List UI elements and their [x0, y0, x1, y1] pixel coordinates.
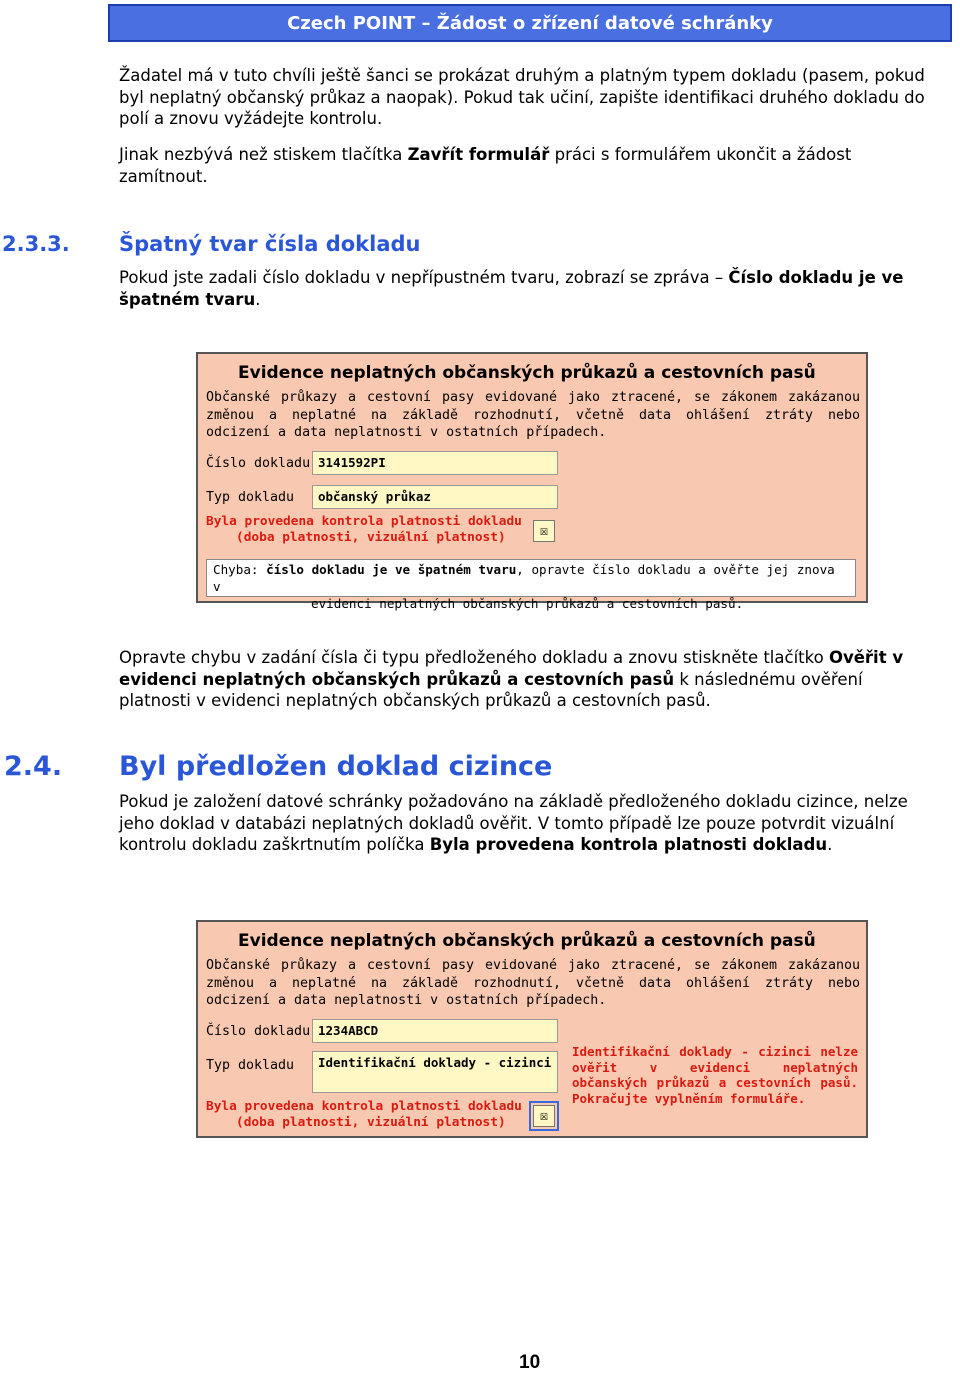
paragraph-end: k následnému ověření platnosti v evidenci neplatných občanských průkazů a cestovních pasů. — [119, 669, 863, 710]
section-number: 2.4. — [4, 751, 63, 782]
validity-check-line-1: Byla provedena kontrola platnosti dokladu — [206, 1099, 522, 1114]
doc-type-input[interactable]: Identifikační doklady - cizinci — [312, 1051, 558, 1093]
validity-check-line-2: (doba platnosti, vizuální platnost) — [236, 1115, 506, 1130]
paragraph-end: . — [827, 835, 833, 854]
intro-paragraph-2 — [119, 144, 939, 187]
doc-number-input[interactable]: 1234ABCD — [312, 1019, 558, 1043]
page-number: 10 — [519, 1352, 541, 1373]
validity-check-label — [206, 1099, 522, 1131]
close-form-label: Zavřít formulář — [407, 145, 550, 164]
checkbox-mark-icon: ☒ — [539, 523, 549, 539]
error-line-2: evidenci neplatných občanských průkazů a cestovních pasů. — [311, 596, 744, 611]
checkbox-name: Byla provedena kontrola platnosti dokladu — [429, 835, 828, 854]
invalid-docs-form-screenshot-2 — [196, 920, 868, 1138]
document-header — [108, 4, 952, 42]
paragraph-text: Pokud jste zadali číslo dokladu v nepřípustném tvaru, zobrazí se zpráva – — [119, 268, 729, 287]
section-2-3-3-paragraph — [119, 267, 939, 310]
error-prefix: Chyba: — [213, 562, 267, 577]
doc-number-label: Číslo dokladu — [206, 456, 311, 471]
doc-type-input[interactable]: občanský průkaz — [312, 485, 558, 509]
form-title: Evidence neplatných občanských průkazů a cestovních pasů — [238, 931, 816, 951]
after-form-paragraph — [119, 647, 939, 712]
validity-check-line-2: (doba platnosti, vizuální platnost) — [236, 530, 506, 545]
validity-checkbox[interactable] — [533, 1105, 555, 1127]
form-description: Občanské průkazy a cestovní pasy evidované jako ztracené, se zákonem zakázanou změnou a neplatné na základě rozhodnutí, včetně data ohlášení ztráty nebo odcizení a data neplatnosti v ostatních případech. — [206, 390, 860, 440]
verify-button-name: Ověřit v evidenci neplatných občanských průkazů a cestovních pasů — [119, 648, 904, 689]
intro-text-2b: práci s formulářem ukončit a žádost zamítnout. — [119, 145, 852, 186]
paragraph-text: Pokud je založení datové schránky požadováno na základě předloženého dokladu cizince, nelze jeho doklad v databázi neplatných dokladů ověřit. V tomto případě lze pouze potvrdit vizuální kontrolu dokladu zaškrtnutím políčka — [119, 792, 908, 854]
doc-number-label: Číslo dokladu — [206, 1024, 311, 1039]
form-title: Evidence neplatných občanských průkazů a cestovních pasů — [238, 363, 816, 383]
validity-checkbox[interactable] — [533, 520, 555, 542]
error-bold-text: číslo dokladu je ve špatném tvaru — [266, 562, 517, 577]
invalid-docs-form-screenshot-1 — [196, 352, 868, 611]
checkbox-mark-icon: ☒ — [539, 1108, 549, 1124]
paragraph-end: . — [255, 289, 261, 309]
intro-text-2a: Jinak nezbývá než stiskem tlačítka — [119, 145, 408, 164]
validity-check-line-1: Byla provedena kontrola platnosti dokladu — [206, 514, 522, 529]
intro-text-1: Žadatel má v tuto chvíli ještě šanci se prokázat druhým a platným typem dokladu (pasem, pokud byl neplatný občanský průkaz a naopak). Pokud tak učiní, zapište identifikaci druhého dokladu do polí a znovu vyžádejte kontrolu. — [119, 66, 925, 128]
section-2-4-paragraph — [119, 791, 939, 856]
doc-type-label: Typ dokladu — [206, 1058, 295, 1073]
foreign-doc-info-message: Identifikační doklady - cizinci nelze ověřit v evidenci neplatných občanských průkazů a cestovních pasů. Pokračujte vyplněním formuláře. — [572, 1044, 858, 1106]
validity-check-label — [206, 514, 522, 546]
error-rest-text: , opravte číslo dokladu a ověřte jej znova v — [213, 562, 835, 594]
error-message-box — [206, 559, 856, 611]
section-title: Špatný tvar čísla dokladu — [119, 232, 421, 256]
error-message-name: Číslo dokladu je ve špatném tvaru — [119, 268, 904, 309]
doc-number-input[interactable]: 3141592PI — [312, 451, 558, 475]
doc-type-label: Typ dokladu — [206, 490, 295, 505]
header-title: Czech POINT – Žádost o zřízení datové schránky — [287, 12, 773, 34]
form-description: Občanské průkazy a cestovní pasy evidované jako ztracené, se zákonem zakázanou změnou a neplatné na základě rozhodnutí, včetně data ohlášení ztráty nebo odcizení a data neplatnosti v ostatních případech. — [206, 958, 860, 1008]
paragraph-text: Opravte chybu v zadání čísla či typu předloženého dokladu a znovu stiskněte tlačítko — [119, 648, 829, 667]
section-number: 2.3.3. — [2, 232, 70, 256]
section-title: Byl předložen doklad cizince — [119, 751, 553, 782]
intro-paragraph-1 — [119, 65, 939, 130]
